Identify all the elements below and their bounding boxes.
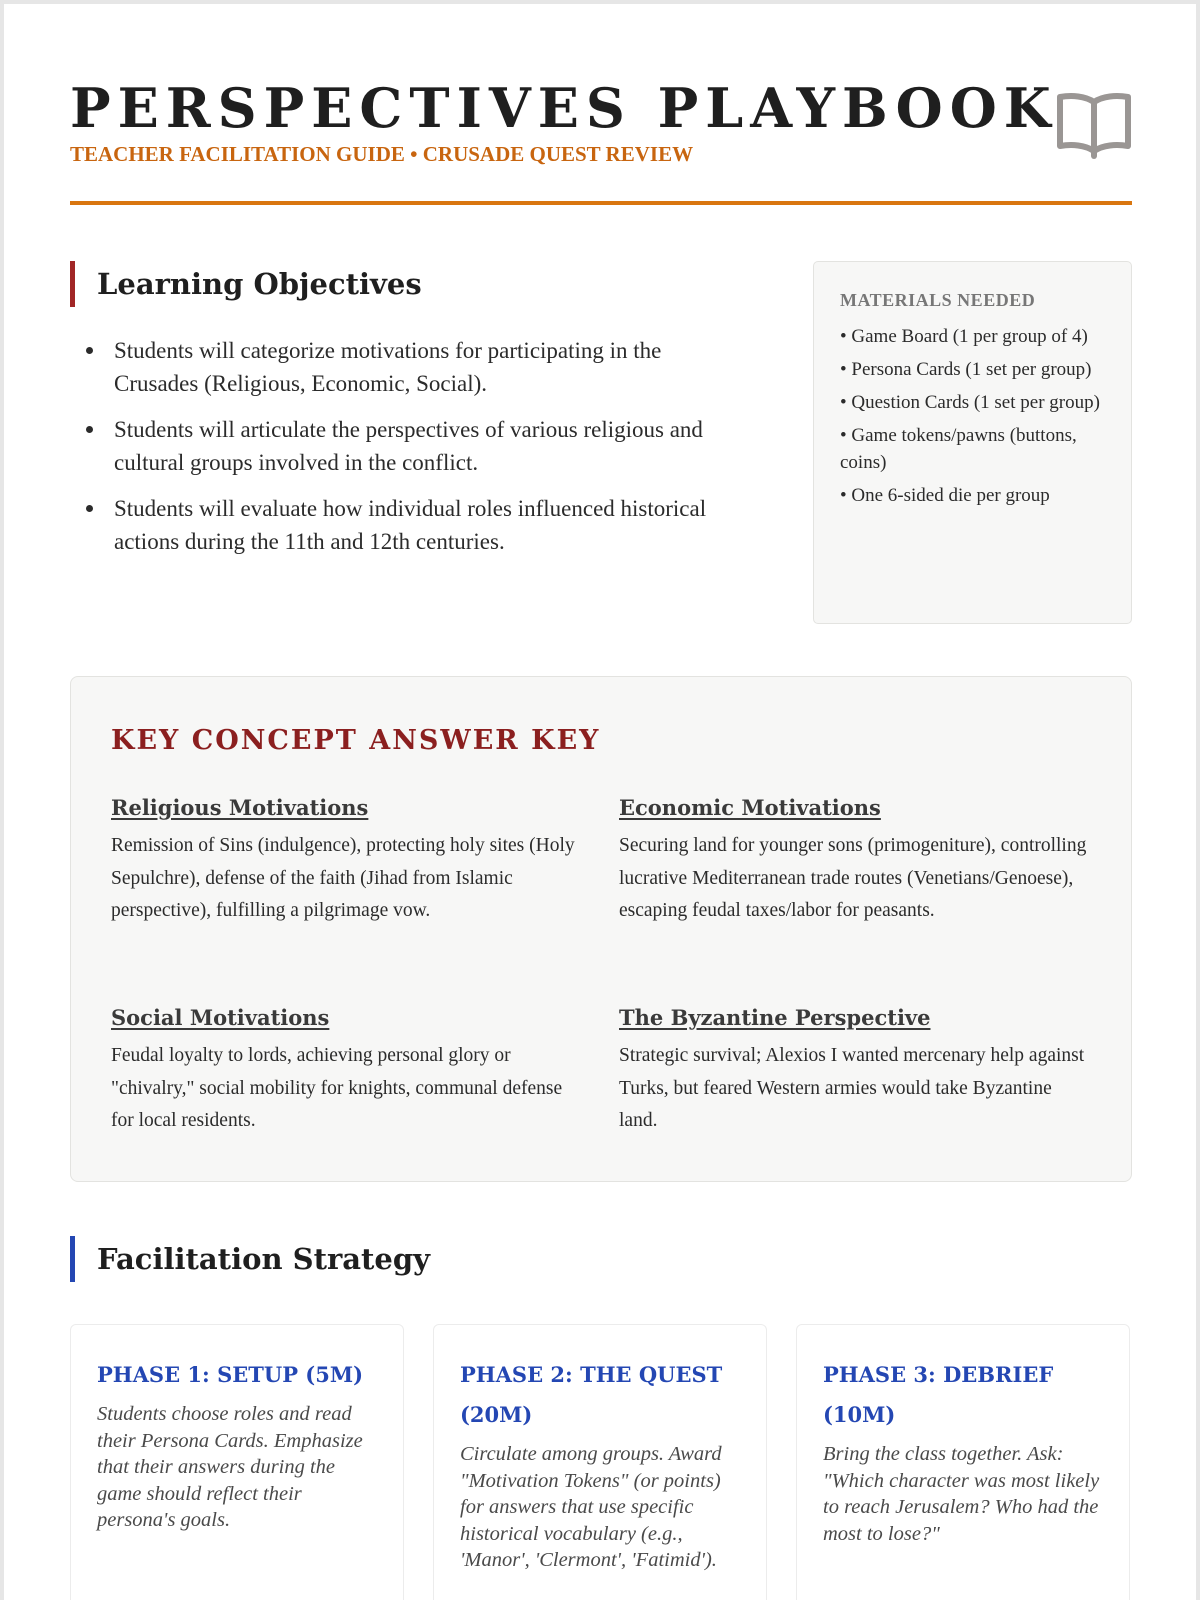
phase-card-setup bbox=[70, 1324, 404, 1600]
header bbox=[70, 76, 1132, 167]
concept-title: The Byzantine Perspective bbox=[619, 1005, 931, 1030]
strategy-accent-bar bbox=[70, 1236, 75, 1282]
header-divider bbox=[70, 201, 1132, 205]
strategy-heading bbox=[70, 1236, 430, 1282]
materials-item: • Question Cards (1 set per group) bbox=[840, 392, 1100, 413]
materials-list bbox=[840, 323, 1105, 509]
answer-key-title: KEY CONCEPT ANSWER KEY bbox=[111, 725, 601, 756]
page-title: PERSPECTIVES PLAYBOOK bbox=[70, 76, 1058, 140]
objective-item: Students will categorize motivations for participating in the Crusades (Religious, Economic, Social). bbox=[84, 334, 744, 400]
concept-body: Remission of Sins (indulgence), protecting holy sites (Holy Sepulchre), defense of the faith (Jihad from Islamic perspective), fulfilling a pilgrimage vow. bbox=[111, 835, 575, 921]
concept-social bbox=[111, 1005, 581, 1138]
phase-body: Circulate among groups. Award "Motivation Tokens" (or points) for answers that use specific historical vocabulary (e.g., 'Manor', 'Clermont', 'Fatimid'). bbox=[460, 1443, 722, 1571]
materials-title: MATERIALS NEEDED bbox=[840, 290, 1036, 310]
concept-body: Strategic survival; Alexios I wanted mercenary help against Turks, but feared Western armies would take Byzantine land. bbox=[619, 1045, 1085, 1131]
concept-religious bbox=[111, 795, 581, 928]
concept-title: Economic Motivations bbox=[619, 795, 881, 820]
concept-byzantine bbox=[619, 1005, 1089, 1138]
objectives-list bbox=[84, 334, 744, 571]
materials-item: • Game tokens/pawns (buttons, coins) bbox=[840, 425, 1077, 473]
open-book-icon bbox=[1054, 88, 1134, 160]
objectives-heading bbox=[70, 261, 422, 307]
document-page bbox=[4, 4, 1196, 1600]
concept-economic bbox=[619, 795, 1089, 928]
objectives-accent-bar bbox=[70, 261, 75, 307]
materials-item: • Persona Cards (1 set per group) bbox=[840, 359, 1092, 380]
phase-body: Bring the class together. Ask: "Which character was most likely to reach Jerusalem? Who had the most to lose?" bbox=[823, 1443, 1100, 1545]
objectives-title: Learning Objectives bbox=[97, 267, 422, 301]
objective-item: Students will evaluate how individual roles influenced historical actions during the 11th and 12th centuries. bbox=[84, 492, 744, 558]
answer-key-box bbox=[70, 676, 1132, 1182]
objective-item: Students will articulate the perspectives of various religious and cultural groups involved in the conflict. bbox=[84, 413, 744, 479]
phase-card-quest bbox=[433, 1324, 767, 1600]
concept-body: Securing land for younger sons (primogeniture), controlling lucrative Mediterranean trade routes (Venetians/Genoese), escaping feudal taxes/labor for peasants. bbox=[619, 835, 1087, 921]
materials-box bbox=[813, 261, 1132, 624]
phase-body: Students choose roles and read their Persona Cards. Emphasize that their answers during the game should reflect their persona's goals. bbox=[97, 1403, 363, 1531]
phase-title: PHASE 2: THE QUEST (20M) bbox=[460, 1362, 723, 1427]
materials-item: • One 6-sided die per group bbox=[840, 485, 1050, 506]
concept-body: Feudal loyalty to lords, achieving personal glory or "chivalry," social mobility for knights, communal defense for local residents. bbox=[111, 1045, 563, 1131]
concept-title: Social Motivations bbox=[111, 1005, 330, 1030]
phase-title: PHASE 1: SETUP (5M) bbox=[97, 1362, 364, 1387]
phase-title: PHASE 3: DEBRIEF (10M) bbox=[823, 1362, 1054, 1427]
strategy-title: Facilitation Strategy bbox=[97, 1242, 431, 1276]
phase-card-debrief bbox=[796, 1324, 1130, 1600]
materials-item: • Game Board (1 per group of 4) bbox=[840, 326, 1088, 347]
page-subtitle: TEACHER FACILITATION GUIDE • CRUSADE QUEST REVIEW bbox=[70, 142, 694, 166]
concept-title: Religious Motivations bbox=[111, 795, 369, 820]
